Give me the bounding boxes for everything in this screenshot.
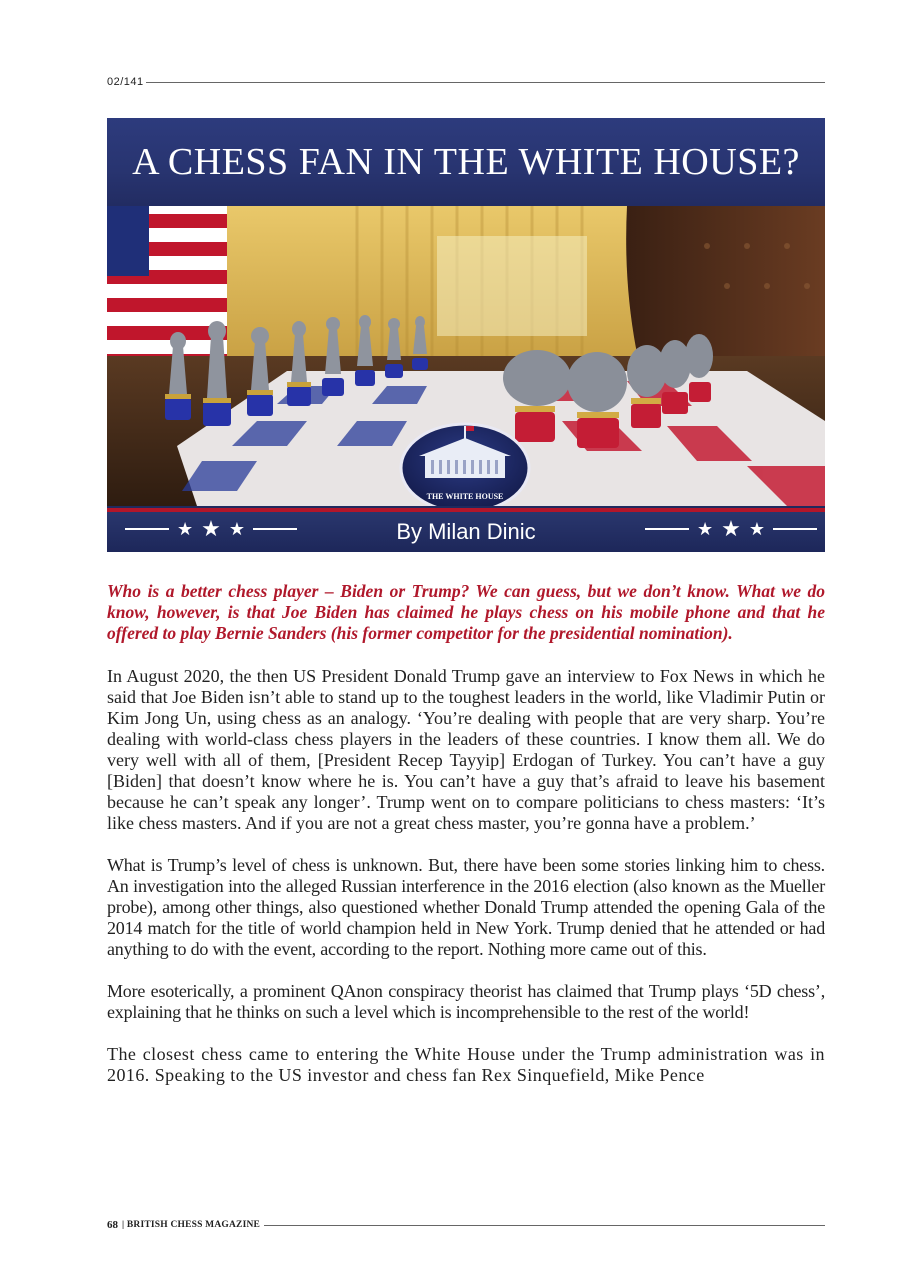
- article-paragraph: What is Trump’s level of chess is unknown. But, there have been some stories linking him to chess. An investigation into the alleged Russian interference in the 2016 election (also known as the Mueller probe), among other things, also questioned whether Donald Trump attended the opening Gala of the 2014 match for the title of world champion held in New York. Trump denied that he attended or had anything to do with the event, according to the report. Nothing more came out of this.: [107, 855, 825, 959]
- article-body: [107, 581, 825, 1107]
- header-rule: [146, 82, 825, 83]
- page-counter: 02/141: [107, 76, 144, 88]
- article-paragraph: More esoterically, a prominent QAnon conspiracy theorist has claimed that Trump plays ‘5D chess’, explaining that he thinks on such a level which is incomprehensible to the rest of the world!: [107, 981, 825, 1022]
- chess-set-photo: [107, 206, 825, 506]
- article-title: A CHESS FAN IN THE WHITE HOUSE?: [132, 141, 800, 183]
- stars-decoration-left: ★ ★ ★: [125, 516, 297, 542]
- article-lead: Who is a better chess player – Biden or Trump? We can guess, but we don’t know. What we do know, however, is that Joe Biden has claimed he plays chess on his mobile phone and that he offered to play Bernie Sanders (his former competitor for the presidential nomination).: [107, 581, 825, 643]
- page-header: [107, 74, 825, 90]
- byline-bar: [107, 508, 825, 552]
- american-flag: [107, 206, 227, 376]
- seal-caption: THE WHITE HOUSE: [426, 492, 504, 501]
- footer-publication: | BRITISH CHESS MAGAZINE: [122, 1220, 261, 1230]
- article-paragraph: In August 2020, the then US President Donald Trump gave an interview to Fox News in which he said that Joe Biden isn’t able to stand up to the toughest leaders in the world, like Vladimir Putin or Kim Jong Un, using chess as an analogy. ‘You’re dealing with people that are very sharp. You’re dealing with world-class chess players in the leaders of these countries. I know them all. We do very well with all of them, [President Recep Tayyip] Erdogan of Turkey. You can’t have a guy [Biden] that doesn’t know where he is. You can’t have a guy that’s afraid to leave his basement because he can’t speak any longer’. Trump went on to compare politicians to chess masters: ‘It’s like chess masters. And if you are not a great chess master, you’re gonna have a problem.’: [107, 666, 825, 833]
- footer-page-number: 68: [107, 1219, 118, 1231]
- article-paragraph: The closest chess came to entering the White House under the Trump administration was in 2016. Speaking to the US investor and chess fan Rex Sinquefield, Mike Pence: [107, 1044, 825, 1085]
- banner-title-bar: [107, 118, 825, 206]
- footer-rule: [264, 1225, 825, 1226]
- article-banner: [107, 118, 825, 552]
- stars-decoration-right: ★ ★ ★: [645, 516, 817, 542]
- article-byline: By Milan Dinic: [396, 519, 536, 544]
- page-footer: [107, 1218, 825, 1232]
